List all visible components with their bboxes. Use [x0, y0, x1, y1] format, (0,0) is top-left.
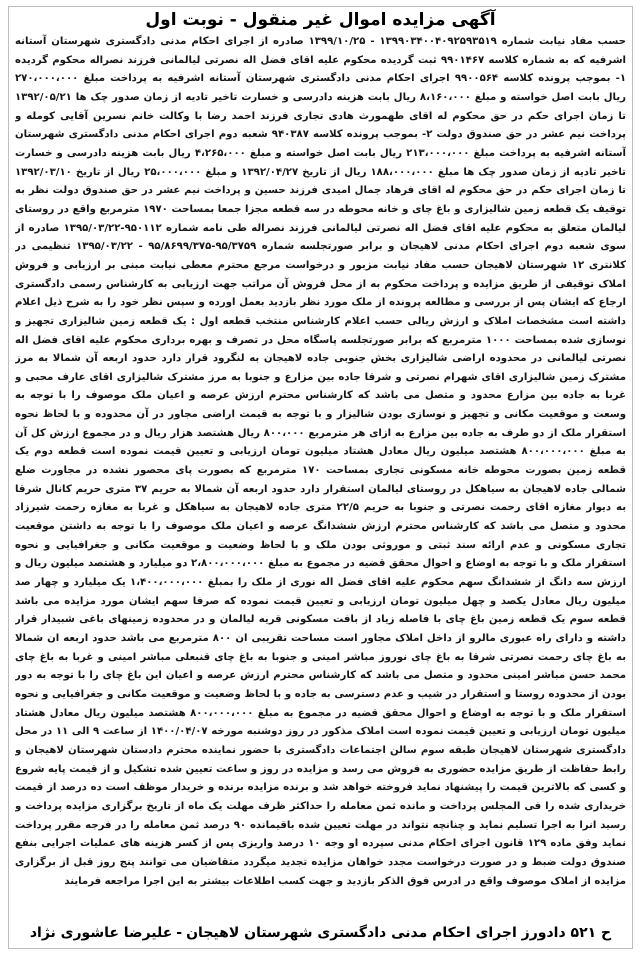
signature-separator: -	[176, 925, 183, 941]
notice-signature	[15, 920, 626, 944]
signature-reference: ح ۵۲۱ دادورز اجرای احکام مدنی دادگستری شهرستان لاهیجان	[186, 925, 612, 941]
signature-name: علیرضا عاشوری نژاد	[29, 925, 173, 941]
notice-body: حسب مفاد نیابت شماره ۱۳۹۹۰۳۴۰۰۴۰۹۲۵۹۳۵۱۹ - ۱۳۹۹/۱۰/۲۵ صادره از اجرای احکام مدنی دادگستری شهرستان آستانه اشرفیه که به شماره کلاسه ۹۹۰۱۴۶۷ ثبت گردیده محکوم علیه اقای فضل اله نصرتی لیالمانی فرزند نصراله محکوم گردیده ۱- بموجب پرونده کلاسه ۹۹۰۰۵۶۴ اجرای احکام مدنی دادگستری شهرستان آستانه اشرفیه به پرداخت مبلغ ۲۷۰،۰۰۰،۰۰۰ ریال بابت اصل خواسته و مبلغ ۸،۱۶۰،۰۰۰ ریال بابت هزینه دادرسی و خسارت تاخیر تادیه از زمان صدور چک ها ۱۳۹۲/۰۵/۲۱ تا زمان اجرای حکم در حق محکوم له اقای طهمورث هادی تجاری فرزند احمد رضا با وکالت خانم نسرین آقایی کومله و پرداخت نیم عشر در حق صندوق دولت ۲- بموجب پرونده کلاسه ۹۴۰۳۸۷ شعبه دوم اجرای احکام مدنی دادگستری شهرستان آستانه اشرفیه به پرداخت مبلغ ۲۱۳،۰۰۰،۰۰۰ ریال بابت اصل خواسته و مبلغ ۴،۲۶۵،۰۰۰ ریال بابت هزینه دادرسی و خسارت تاخیر تادیه از زمان صدور چک ها مبلغ ۱۸۸،۰۰۰،۰۰۰ ریال از تاریخ ۱۳۹۲/۰۴/۲۷ و مبلغ ۲۵،۰۰۰،۰۰۰ ریال از تاریخ ۱۳۹۲/۰۳/۱۰ تا زمان اجرای حکم در حق محکوم له اقای فرهاد جمال امیدی فرزند حسین و پرداخت نیم عشر در حق صندوق دولت نظر به توقیف یک قطعه زمین شالیزاری و باغ چای و خانه محوطه در سه قطعه مجزا جمعا بمساحت ۱۹۷۰ مترمربع واقع در روستای لیالمان متعلق به محکوم علیه اقای فضل اله نصرتی لیالمانی فرزند نصراله طی نامه شماره ۹۵۰۱۱۲-۱۳۹۵/۰۳/۲۲ صادره از سوی شعبه دوم اجرای احکام مدنی لاهیجان و برابر صورتجلسه شماره ۹۵/۳۷۵۹-۹۵/۸۶۹۹/۳۷۵ - ۱۳۹۵/۰۳/۲۲ تنظیمی در کلانتری ۱۲ شهرستان لاهیجان حسب مفاد نیابت مزبور و درخواست مرجع محترم معطی نیابت مبنی بر ارزیابی و فروش املاک توقیفی از طریق مزایده و پرداخت محکوم به از محل فروش آن مراتب جهت ارزیابی به کارشناس رسمی دادگستری ارجاع که ایشان پس از بررسی و مطالعه پرونده از ملک مورد نظر بازدید بعمل اورده و سپس نظر خود را به شرح ذیل اعلام داشته است مشخصات املاک و ارزش ریالی حسب اعلام کارشناس منتخب قطعه اول : یک قطعه زمین شالیزاری تجهیز و نوسازی شده بمساحت ۱۰۰۰ مترمربع که برابر صورتجلسه پاسگاه محل در تصرف و بهره برداری محکوم علیه اقای فضل اله نصرتی لیالمانی در محدوده اراضی شالیزاری بخش جنوبی جاده لاهیجان به لنگرود قرار دارد حدود اربعه آن شمالا به مرز مشترک زمین شالیزاری اقای شهرام نصرتی و شرقا جاده بین مزارع و جنوبا به مرز مشترک شالیزاری اقای عارف محبی و غربا به جاده بین مزارع محدود و متصل می باشد که کارشناس محترم ارزش عرصه و اعیان ملک موصوف را با توجه به وسعت و موقعیت مکانی و تجهیز و نوسازی بودن شالیزار و با توجه به قیمت اراضی مجاور در آن محدوده و با لحاظ نحوه استقرار ملک از دو طرف به جاده بین مزارع به ازای هر مترمربع ۸۰۰،۰۰۰ ریال هشتصد هزار ریال و در مجموع ارزش کل آن به مبلغ ۸۰۰،۰۰۰،۰۰۰ هشتصد میلیون ریال معادل هشتاد میلیون تومان ارزیابی و تعیین قیمت نموده است قطعه دوم یک قطعه زمین بصورت محوطه خانه مسکونی تجاری بمساحت ۱۷۰ مترمربع که بصورت پای محصور نشده در مجاورت ضلع شمالی جاده لاهیجان به سیاهکل در روستای لیالمان استقرار دارد حدود اربعه آن شمالا به حریم ۳۷ متری حریم کانال شرقا به دیوار مغازه اقای رحمت نصرتی و جنوبا به حریم ۲۲/۵ متری جاده لاهیجان به سیاهکل و غربا به مغازه رحمت شیرزاد محدود و متصل می باشد که کارشناس محترم ارزش ششدانگ عرصه و اعیان ملک موصوف را با توجه به داشتن موقعیت تجاری مسکونی و عدم ارائه سند ثبتی و موروثی بودن ملک و با لحاظ وضعیت و موقعیت مکانی و جغرافیایی و نحوه استقرار ملک و با توجه به اوضاع و احوال محقق قضیه در مجموع به مبلغ ۲،۸۰۰،۰۰۰،۰۰۰ دو میلیارد و هشتصد میلیون ریال و ارزش سه دانگ از ششدانگ سهم محکوم علیه اقای فضل اله نوری از ملک را بمبلغ ۱،۴۰۰،۰۰۰،۰۰۰ یک میلیارد و چهار صد میلیون ریال معادل یکصد و چهل میلیون تومان ارزیابی و تعیین قیمت نموده که صرفا سهم ایشان مورد مزایده می باشد قطعه سوم یک قطعه زمین باغ چای با فاصله زیاد از بافت مسکونی قریه لیالمان و در محدوده زمینهای باغی شبیدار قرار داشته و دارای راه عبوری مالرو از داخل املاک مجاور است مساحت تقریبی ان ۸۰۰ مترمربع می باشد حدود اربعه ان شمالا به باغ چای رحمت نصرتی شرقا به باغ چای نوروز مباشر امینی و جنوبا به باغ چای قنبعلی مباشر امینی و غربا به باغ چای محمد حسن مباشر امینی محدود و متصل می باشد که کارشناس محترم ارزش عرصه و اعیان این باغ چای را با توجه به دور بودن از محدوده روستا و استقرار در شیب و عدم دسترسی به جاده و با لحاظ وضعیت و موقعیت مکانی و جغرافیایی و نحوه استقرار ملک و با توجه به اوضاع و احوال محقق قضیه در مجموع به مبلغ ۸۰۰،۰۰۰،۰۰۰ هشتصد میلیون ریال معادل هشتاد میلیون تومان ارزیابی و تعیین قیمت نموده است املاک مذکور در روز دوشنبه مورخه ۱۴۰۰/۰۴/۰۷ از ساعت ۹ الی ۱۱ در محل دادگستری شهرستان لاهیجان طبقه سوم سالن اجتماعات دادگستری با حضور نماینده محترم دادستان شهرستان لاهیجان و رابط حفاظت از طریق مزایده حضوری به فروش می رسد و مزایده در روز و ساعت تعیین شده تشکیل و از قیمت پایه شروع و کسی که بالاترین قیمت را پیشنهاد نماید فروخته خواهد شد و برنده مزایده برنده و خریدار موظف است ده درصد از قیمت خریداری شده را فی المجلس پرداخت و مانده ثمن معامله را حداکثر ظرف مهلت یک ماه از تاریخ برگزاری مزایده پرداخت و رسید انرا به اجرا تسلیم نماید و چنانچه نتواند در مهلت تعیین شده باقیمانده ۹۰ درصد ثمن معامله را در فرجه مقرر پرداخت نماید وفق ماده ۱۲۹ قانون اجرای احکام مدنی سپرده او وجه ۱۰ درصد واریزی پس از کسر هزینه های عملیات اجرایی بنفع صندوق دولت ضبط و در صورت درخواست مجدد خواهان مزایده تجدید میگردد متقاضیان می توانند پنج روز قبل از برگزاری مزایده از املاک موصوف واقع در ادرس فوق الذکر بازدید و جهت کسب اطلاعات بیشتر به این اجرا مراجعه فرمایند	[15, 36, 626, 887]
notice-frame	[8, 6, 633, 949]
notice-title: آگهی مزایده اموال غیر منقول - نوبت اول	[145, 10, 496, 30]
